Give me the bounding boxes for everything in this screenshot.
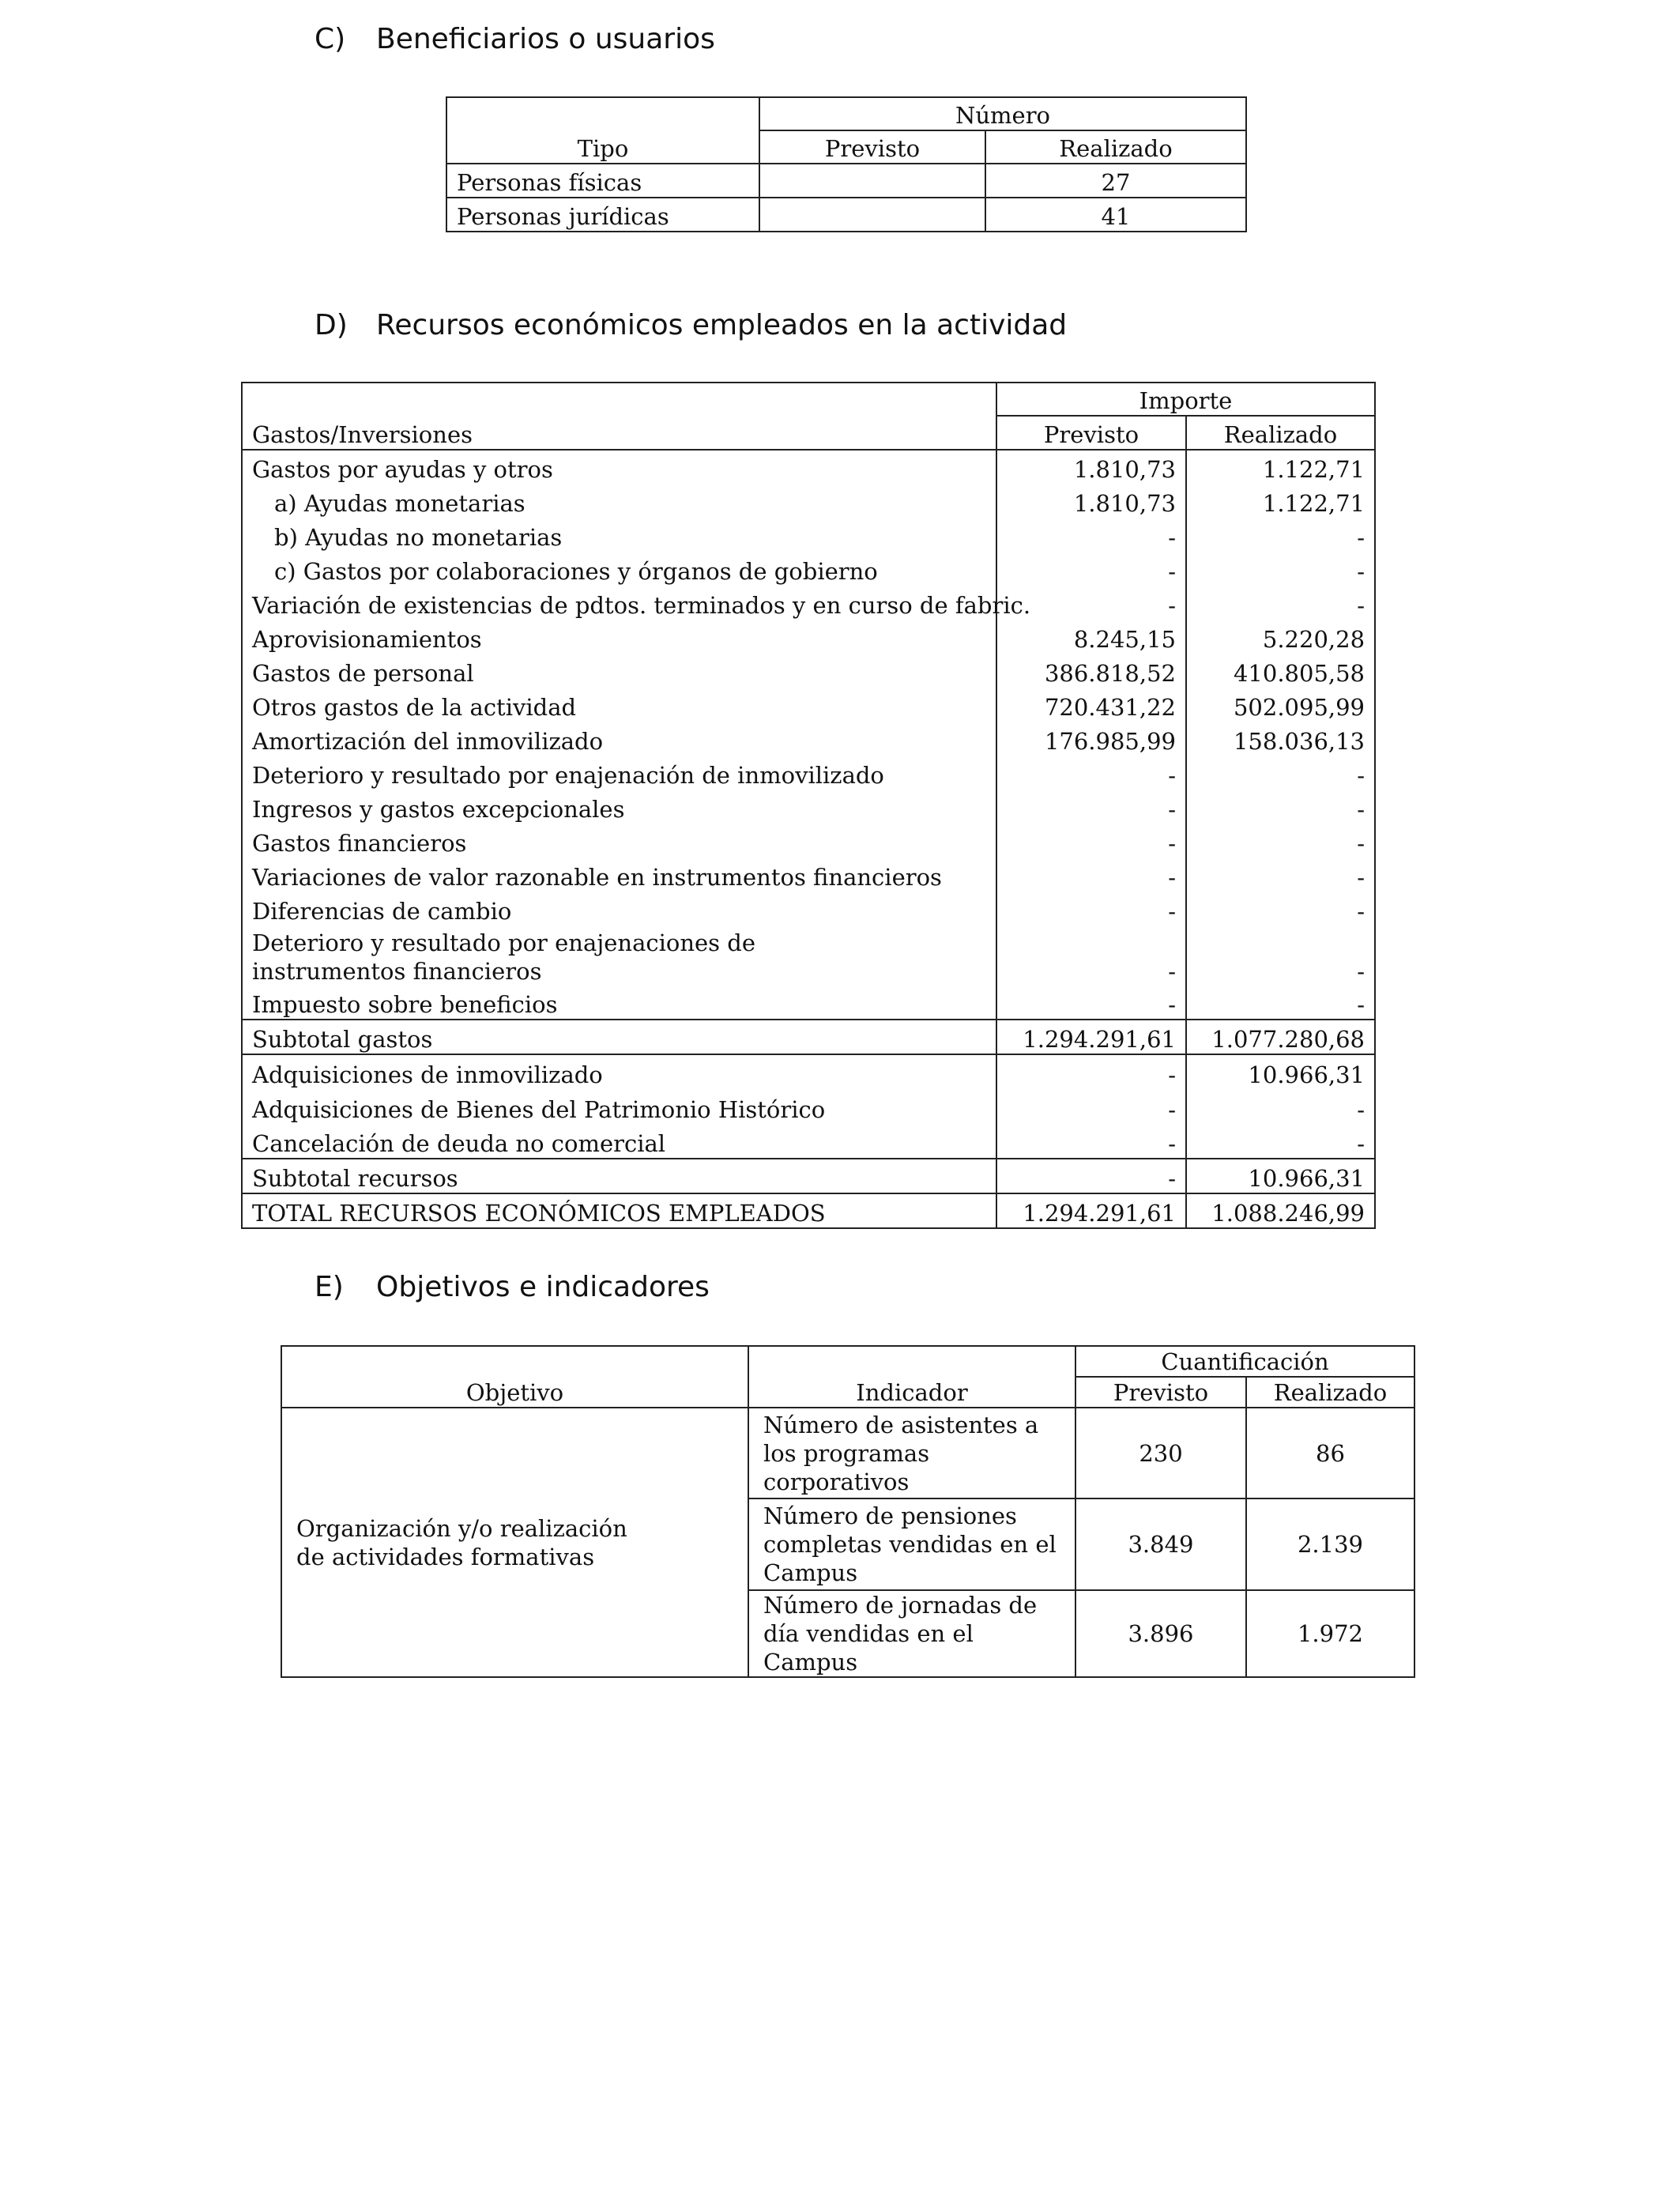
realizado-value: 158.036,13 bbox=[1186, 722, 1375, 756]
section-e-title: Objetivos e indicadores bbox=[376, 1271, 710, 1303]
indicador-cell: Número de pensiones completas vendidas en el Campus bbox=[748, 1498, 1075, 1590]
total-label: TOTAL RECURSOS ECONÓMICOS EMPLEADOS bbox=[242, 1193, 996, 1228]
recurso-label: Adquisiciones de inmovilizado bbox=[242, 1054, 996, 1089]
previsto-value: - bbox=[996, 790, 1186, 824]
realizado-cell: 41 bbox=[985, 198, 1246, 232]
header-tipo: Tipo bbox=[446, 97, 759, 164]
header-previsto: Previsto bbox=[996, 416, 1186, 450]
objetivos-table bbox=[281, 1345, 1415, 1678]
indicador-cell: Número de jornadas de día vendidas en el Campus bbox=[748, 1590, 1075, 1677]
realizado-cell: 2.139 bbox=[1246, 1498, 1414, 1590]
subtotal-gastos-row bbox=[242, 1020, 1375, 1054]
table-row bbox=[242, 986, 1375, 1020]
gasto-label: Gastos de personal bbox=[242, 654, 996, 688]
table-row bbox=[242, 1124, 1375, 1159]
gasto-label: Variación de existencias de pdtos. terminados y en curso de fabric. bbox=[242, 586, 996, 620]
total-previsto: 1.294.291,61 bbox=[996, 1193, 1186, 1228]
realizado-value: 1.122,71 bbox=[1186, 450, 1375, 484]
previsto-value: - bbox=[996, 552, 1186, 586]
table-row bbox=[242, 484, 1375, 518]
realizado-value: - bbox=[1186, 925, 1375, 986]
table-row bbox=[446, 198, 1246, 232]
previsto-value: - bbox=[996, 824, 1186, 858]
table-row bbox=[242, 586, 1375, 620]
recurso-label: Adquisiciones de Bienes del Patrimonio Histórico bbox=[242, 1089, 996, 1124]
realizado-value: - bbox=[1186, 986, 1375, 1020]
realizado-cell: 27 bbox=[985, 164, 1246, 198]
total-realizado: 1.088.246,99 bbox=[1186, 1193, 1375, 1228]
total-row bbox=[242, 1193, 1375, 1228]
previsto-value: - bbox=[996, 858, 1186, 892]
realizado-value: 502.095,99 bbox=[1186, 688, 1375, 722]
table-row bbox=[242, 688, 1375, 722]
previsto-value: 8.245,15 bbox=[996, 620, 1186, 654]
section-d-letter: D) bbox=[315, 309, 348, 341]
previsto-value: 386.818,52 bbox=[996, 654, 1186, 688]
realizado-cell: 1.972 bbox=[1246, 1590, 1414, 1677]
header-realizado: Realizado bbox=[1186, 416, 1375, 450]
section-c-letter: C) bbox=[315, 23, 346, 55]
realizado-value: - bbox=[1186, 790, 1375, 824]
realizado-value: - bbox=[1186, 1124, 1375, 1159]
previsto-value: - bbox=[996, 1124, 1186, 1159]
beneficiarios-table bbox=[446, 96, 1247, 232]
previsto-value: - bbox=[996, 1089, 1186, 1124]
indicador-cell: Número de asistentes a los programas corporativos bbox=[748, 1408, 1075, 1498]
header-previsto: Previsto bbox=[1075, 1377, 1246, 1408]
previsto-value: - bbox=[996, 518, 1186, 552]
realizado-value: 10.966,31 bbox=[1186, 1054, 1375, 1089]
table-row bbox=[242, 552, 1375, 586]
table-row bbox=[242, 450, 1375, 484]
section-c-title: Beneficiarios o usuarios bbox=[376, 23, 715, 55]
realizado-value: - bbox=[1186, 586, 1375, 620]
previsto-value: 1.810,73 bbox=[996, 484, 1186, 518]
realizado-value: 5.220,28 bbox=[1186, 620, 1375, 654]
table-row bbox=[281, 1408, 1414, 1498]
subtotal-gastos-label: Subtotal gastos bbox=[242, 1020, 996, 1054]
realizado-value: - bbox=[1186, 858, 1375, 892]
table-row bbox=[242, 1089, 1375, 1124]
gasto-label: a) Ayudas monetarias bbox=[242, 484, 996, 518]
gasto-label: c) Gastos por colaboraciones y órganos de gobierno bbox=[242, 552, 996, 586]
gasto-label: Gastos por ayudas y otros bbox=[242, 450, 996, 484]
previsto-cell: 3.849 bbox=[1075, 1498, 1246, 1590]
header-realizado: Realizado bbox=[1246, 1377, 1414, 1408]
table-row bbox=[242, 722, 1375, 756]
gasto-label: Ingresos y gastos excepcionales bbox=[242, 790, 996, 824]
realizado-value: 1.122,71 bbox=[1186, 484, 1375, 518]
subtotal-gastos-realizado: 1.077.280,68 bbox=[1186, 1020, 1375, 1054]
gasto-label: Gastos financieros bbox=[242, 824, 996, 858]
previsto-value: 1.810,73 bbox=[996, 450, 1186, 484]
recurso-label: Cancelación de deuda no comercial bbox=[242, 1124, 996, 1159]
previsto-value: 720.431,22 bbox=[996, 688, 1186, 722]
subtotal-gastos-previsto: 1.294.291,61 bbox=[996, 1020, 1186, 1054]
gasto-label: Aprovisionamientos bbox=[242, 620, 996, 654]
previsto-cell bbox=[759, 164, 985, 198]
header-indicador: Indicador bbox=[748, 1346, 1075, 1408]
subtotal-recursos-realizado: 10.966,31 bbox=[1186, 1159, 1375, 1193]
table-row bbox=[242, 892, 1375, 925]
gasto-label: Otros gastos de la actividad bbox=[242, 688, 996, 722]
realizado-value: - bbox=[1186, 1089, 1375, 1124]
header-cuantificacion: Cuantificación bbox=[1075, 1346, 1414, 1377]
realizado-cell: 86 bbox=[1246, 1408, 1414, 1498]
tipo-cell: Personas físicas bbox=[446, 164, 759, 198]
previsto-cell: 3.896 bbox=[1075, 1590, 1246, 1677]
header-numero: Número bbox=[759, 97, 1246, 130]
previsto-value: 176.985,99 bbox=[996, 722, 1186, 756]
gasto-label: Amortización del inmovilizado bbox=[242, 722, 996, 756]
gasto-label: Deterioro y resultado por enajenación de inmovilizado bbox=[242, 756, 996, 790]
section-c-heading bbox=[315, 22, 715, 57]
previsto-value: - bbox=[996, 756, 1186, 790]
previsto-value: - bbox=[996, 892, 1186, 925]
table-row bbox=[242, 620, 1375, 654]
gasto-label: Variaciones de valor razonable en instrumentos financieros bbox=[242, 858, 996, 892]
realizado-value: - bbox=[1186, 756, 1375, 790]
recursos-table bbox=[241, 382, 1376, 1229]
table-row bbox=[242, 1054, 1375, 1089]
table-row bbox=[242, 824, 1375, 858]
previsto-cell: 230 bbox=[1075, 1408, 1246, 1498]
header-realizado: Realizado bbox=[985, 130, 1246, 164]
header-previsto: Previsto bbox=[759, 130, 985, 164]
realizado-value: 410.805,58 bbox=[1186, 654, 1375, 688]
gasto-label: Deterioro y resultado por enajenaciones de instrumentos financieros bbox=[242, 925, 996, 986]
realizado-value: - bbox=[1186, 552, 1375, 586]
objetivo-cell: Organización y/o realización de actividades formativas bbox=[281, 1408, 748, 1677]
table-row bbox=[446, 164, 1246, 198]
table-row bbox=[242, 790, 1375, 824]
table-row bbox=[242, 654, 1375, 688]
gasto-label: b) Ayudas no monetarias bbox=[242, 518, 996, 552]
previsto-value: - bbox=[996, 1054, 1186, 1089]
table-row bbox=[242, 925, 1375, 986]
header-objetivo: Objetivo bbox=[281, 1346, 748, 1408]
previsto-value: - bbox=[996, 925, 1186, 986]
gasto-label: Impuesto sobre beneficios bbox=[242, 986, 996, 1020]
section-d-title: Recursos económicos empleados en la actividad bbox=[376, 309, 1068, 341]
previsto-value: - bbox=[996, 586, 1186, 620]
tipo-cell: Personas jurídicas bbox=[446, 198, 759, 232]
header-gastos-inversiones: Gastos/Inversiones bbox=[242, 383, 996, 450]
table-row bbox=[242, 518, 1375, 552]
subtotal-recursos-previsto: - bbox=[996, 1159, 1186, 1193]
section-e-letter: E) bbox=[315, 1271, 344, 1303]
section-d-heading bbox=[315, 308, 1067, 343]
subtotal-recursos-row bbox=[242, 1159, 1375, 1193]
previsto-value: - bbox=[996, 986, 1186, 1020]
gasto-label: Diferencias de cambio bbox=[242, 892, 996, 925]
table-row bbox=[242, 756, 1375, 790]
header-importe: Importe bbox=[996, 383, 1375, 416]
realizado-value: - bbox=[1186, 824, 1375, 858]
previsto-cell bbox=[759, 198, 985, 232]
section-e-heading bbox=[315, 1270, 710, 1305]
realizado-value: - bbox=[1186, 518, 1375, 552]
subtotal-recursos-label: Subtotal recursos bbox=[242, 1159, 996, 1193]
table-row bbox=[242, 858, 1375, 892]
realizado-value: - bbox=[1186, 892, 1375, 925]
